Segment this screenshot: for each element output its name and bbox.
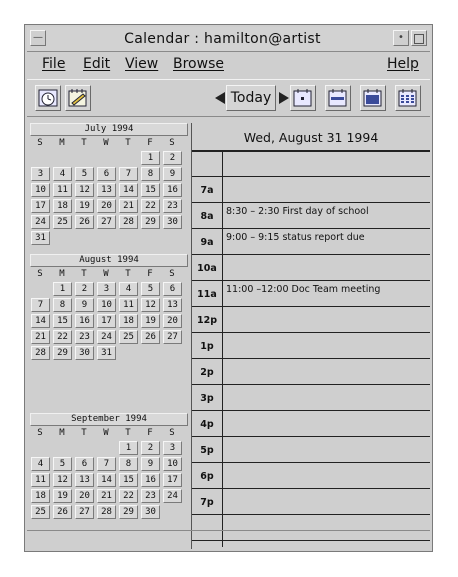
week-view-icon: [328, 88, 348, 108]
todo-button[interactable]: [65, 85, 91, 111]
mini-calendar-day[interactable]: 19: [75, 199, 94, 213]
clock-calendar-icon: [38, 88, 58, 108]
weekday-header: S: [37, 138, 43, 148]
weekday-header: S: [169, 428, 175, 438]
weekday-header: T: [81, 138, 87, 148]
mini-calendar-day[interactable]: 12: [75, 183, 94, 197]
mini-calendar-day[interactable]: 1: [119, 441, 138, 455]
hour-label: 11a: [197, 289, 217, 300]
mini-calendar-day[interactable]: 4: [53, 167, 72, 181]
day-view: [191, 123, 430, 549]
mini-calendar-day[interactable]: 26: [141, 330, 160, 344]
mini-calendar-day[interactable]: 29: [119, 505, 138, 519]
mini-calendar-day[interactable]: 19: [141, 314, 160, 328]
hour-label: 3p: [200, 393, 214, 404]
menu-browse[interactable]: Browse: [173, 56, 224, 72]
window-title: Calendar : hamilton@artist: [124, 31, 321, 47]
mini-calendar-day[interactable]: 10: [97, 298, 116, 312]
mini-calendar-day[interactable]: 10: [31, 183, 50, 197]
weekday-header: F: [147, 428, 153, 438]
month-view-icon: [363, 88, 383, 108]
mini-calendar-day[interactable]: 4: [119, 282, 138, 296]
mini-calendar-day[interactable]: 30: [163, 215, 182, 229]
today-button[interactable]: Today: [226, 85, 276, 111]
mini-calendar-day[interactable]: 24: [97, 330, 116, 344]
hour-slot-divider: [192, 280, 430, 281]
mini-calendar-day[interactable]: 28: [31, 346, 50, 360]
mini-calendar-title[interactable]: July 1994: [30, 123, 188, 136]
hour-slot-divider: [192, 176, 430, 177]
minimize-button[interactable]: [393, 30, 409, 46]
mini-calendar-day[interactable]: 9: [163, 167, 182, 181]
header-divider: [192, 150, 430, 152]
mini-calendar-day[interactable]: 21: [97, 489, 116, 503]
hour-label: 7p: [200, 497, 214, 508]
menu-view[interactable]: View: [125, 56, 159, 72]
mini-calendar-day[interactable]: 1: [53, 282, 72, 296]
menu-edit[interactable]: Edit: [83, 56, 111, 72]
mini-calendar-day[interactable]: 16: [75, 314, 94, 328]
mini-calendar-day[interactable]: 28: [97, 505, 116, 519]
mini-calendar-day[interactable]: 23: [75, 330, 94, 344]
mini-calendar-day[interactable]: 14: [97, 473, 116, 487]
mini-calendar-day[interactable]: 28: [119, 215, 138, 229]
month-view-button[interactable]: [360, 85, 386, 111]
mini-calendar-day[interactable]: 4: [31, 457, 50, 471]
mini-calendar-day[interactable]: 1: [141, 151, 160, 165]
mini-calendar-day[interactable]: 31: [97, 346, 116, 360]
mini-calendar-day[interactable]: 24: [163, 489, 182, 503]
mini-calendar-day[interactable]: 2: [141, 441, 160, 455]
weekday-header: T: [125, 428, 131, 438]
mini-calendar-day[interactable]: 20: [75, 489, 94, 503]
hour-slot-divider: [192, 462, 430, 463]
day-view-date-header: Wed, August 31 1994: [243, 130, 379, 145]
mini-calendar-day[interactable]: 11: [31, 473, 50, 487]
mini-calendar-day[interactable]: 18: [31, 489, 50, 503]
mini-calendar-day[interactable]: 13: [75, 473, 94, 487]
weekday-header: T: [125, 269, 131, 279]
mini-calendar-day[interactable]: 16: [163, 183, 182, 197]
weekday-header: M: [59, 269, 65, 279]
mini-calendar-day[interactable]: 14: [119, 183, 138, 197]
mini-calendar-day[interactable]: 30: [141, 505, 160, 519]
mini-calendar-day[interactable]: 26: [75, 215, 94, 229]
mini-calendar-day[interactable]: 21: [119, 199, 138, 213]
mini-calendar-title[interactable]: August 1994: [30, 254, 188, 267]
mini-calendar-day[interactable]: 25: [53, 215, 72, 229]
mini-calendar-day[interactable]: 22: [141, 199, 160, 213]
mini-calendar-day[interactable]: 21: [31, 330, 50, 344]
mini-calendar-day[interactable]: 6: [97, 167, 116, 181]
mini-calendar-day[interactable]: 7: [119, 167, 138, 181]
mini-calendar-day[interactable]: 25: [119, 330, 138, 344]
mini-calendar-title[interactable]: September 1994: [30, 413, 188, 426]
mini-calendar-day[interactable]: 5: [75, 167, 94, 181]
hour-slot-divider: [192, 436, 430, 437]
year-view-button[interactable]: [395, 85, 421, 111]
mini-calendar-day[interactable]: 31: [31, 231, 50, 245]
mini-calendar-day[interactable]: 3: [31, 167, 50, 181]
hour-slot-divider: [192, 202, 430, 203]
mini-calendar-day[interactable]: 23: [163, 199, 182, 213]
mini-calendar-day[interactable]: 12: [141, 298, 160, 312]
mini-calendar-day[interactable]: 2: [163, 151, 182, 165]
weekday-header: S: [169, 269, 175, 279]
hour-slot-divider: [192, 358, 430, 359]
title-bar[interactable]: [27, 27, 430, 52]
mini-calendar-day[interactable]: 8: [53, 298, 72, 312]
mini-calendar-day[interactable]: 27: [75, 505, 94, 519]
mini-calendar-day[interactable]: 5: [53, 457, 72, 471]
mini-calendar-day[interactable]: 18: [119, 314, 138, 328]
weekday-header: F: [147, 269, 153, 279]
mini-calendar-day[interactable]: 3: [163, 441, 182, 455]
mini-calendar-day[interactable]: 17: [163, 473, 182, 487]
menu-bar: [27, 52, 430, 78]
window-menu-button[interactable]: [30, 30, 46, 46]
hour-slot-divider: [192, 254, 430, 255]
mini-calendar-day[interactable]: 7: [97, 457, 116, 471]
mini-calendar-day[interactable]: 11: [119, 298, 138, 312]
mini-calendar-day[interactable]: 9: [141, 457, 160, 471]
hour-label: 10a: [197, 263, 217, 274]
mini-calendar-day[interactable]: 15: [141, 183, 160, 197]
mini-calendar-day[interactable]: 20: [163, 314, 182, 328]
hour-label: 7a: [200, 185, 214, 196]
weekday-header: T: [125, 138, 131, 148]
appointment-entry[interactable]: 8:30 – 2:30 First day of school: [226, 206, 369, 217]
hour-slot-divider: [192, 488, 430, 489]
mini-calendar-day[interactable]: 2: [75, 282, 94, 296]
mini-calendar-day[interactable]: 6: [163, 282, 182, 296]
mini-calendar-day[interactable]: 15: [119, 473, 138, 487]
mini-calendar-day[interactable]: 17: [31, 199, 50, 213]
weekday-header: M: [59, 138, 65, 148]
day-view-icon: [293, 88, 313, 108]
mini-calendar-day[interactable]: 9: [75, 298, 94, 312]
appointment-entry[interactable]: 9:00 – 9:15 status report due: [226, 232, 365, 243]
mini-calendar-day[interactable]: 23: [141, 489, 160, 503]
weekday-header: W: [103, 428, 109, 438]
hour-label: 2p: [200, 367, 214, 378]
edit-appointment-icon: [68, 88, 88, 108]
mini-calendar-day[interactable]: 19: [53, 489, 72, 503]
menu-file[interactable]: File: [42, 56, 66, 72]
weekday-header: M: [59, 428, 65, 438]
mini-calendar-day[interactable]: 22: [53, 330, 72, 344]
mini-calendar-day[interactable]: 16: [141, 473, 160, 487]
week-view-button[interactable]: [325, 85, 351, 111]
hour-label: 9a: [200, 237, 214, 248]
mini-calendar-day[interactable]: 8: [119, 457, 138, 471]
weekday-header: W: [103, 269, 109, 279]
mini-calendar-day[interactable]: 27: [163, 330, 182, 344]
mini-calendar-day[interactable]: 8: [141, 167, 160, 181]
mini-calendar-day[interactable]: 6: [75, 457, 94, 471]
footer-bar: [27, 530, 430, 549]
mini-calendar-day[interactable]: 10: [163, 457, 182, 471]
mini-calendar-day[interactable]: 11: [53, 183, 72, 197]
mini-calendar-day[interactable]: 13: [97, 183, 116, 197]
hour-label: 1p: [200, 341, 214, 352]
window-menu-icon: —: [33, 32, 43, 43]
mini-calendar-day[interactable]: 20: [97, 199, 116, 213]
mini-calendar-day[interactable]: 22: [119, 489, 138, 503]
weekday-header: S: [169, 138, 175, 148]
appointment-button[interactable]: [35, 85, 61, 111]
mini-calendar-day[interactable]: 13: [163, 298, 182, 312]
hour-label: 4p: [200, 419, 214, 430]
weekday-header: T: [81, 269, 87, 279]
previous-day-button[interactable]: [215, 92, 225, 104]
weekday-header: F: [147, 138, 153, 148]
mini-calendar-day[interactable]: 18: [53, 199, 72, 213]
hour-slot-divider: [192, 384, 430, 385]
appointment-entry[interactable]: 11:00 –12:00 Doc Team meeting: [226, 284, 381, 295]
mini-calendar-day[interactable]: 29: [141, 215, 160, 229]
hour-slot-divider: [192, 514, 430, 515]
hour-slot-divider: [192, 228, 430, 229]
mini-calendar-day[interactable]: 29: [53, 346, 72, 360]
mini-calendar-day[interactable]: 3: [97, 282, 116, 296]
toolbar: [27, 79, 430, 117]
hour-slot-divider: [192, 410, 430, 411]
mini-calendar-day[interactable]: 27: [97, 215, 116, 229]
mini-calendar-day[interactable]: 26: [53, 505, 72, 519]
hour-label: 5p: [200, 445, 214, 456]
mini-calendar-day[interactable]: 15: [53, 314, 72, 328]
mini-calendar-day[interactable]: 25: [31, 505, 50, 519]
day-view-button[interactable]: [290, 85, 316, 111]
mini-calendar-day[interactable]: 30: [75, 346, 94, 360]
mini-calendar-day[interactable]: 12: [53, 473, 72, 487]
weekday-header: S: [37, 269, 43, 279]
weekday-header: T: [81, 428, 87, 438]
mini-calendar-day[interactable]: 5: [141, 282, 160, 296]
hour-slot-divider: [192, 332, 430, 333]
minimize-icon: •: [398, 32, 404, 43]
maximize-button[interactable]: [411, 30, 427, 46]
hour-slot-divider: [192, 306, 430, 307]
year-view-icon: [398, 88, 418, 108]
mini-calendar-day[interactable]: 14: [31, 314, 50, 328]
calendar-window: [24, 24, 433, 552]
mini-calendar-day[interactable]: 24: [31, 215, 50, 229]
hour-label: 6p: [200, 471, 214, 482]
next-day-button[interactable]: [279, 92, 289, 104]
mini-calendar-day[interactable]: 17: [97, 314, 116, 328]
hour-label: 8a: [200, 211, 214, 222]
weekday-header: W: [103, 138, 109, 148]
maximize-icon: [414, 34, 424, 44]
mini-calendar-day[interactable]: 7: [31, 298, 50, 312]
weekday-header: S: [37, 428, 43, 438]
hour-label: 12p: [196, 315, 218, 326]
menu-help[interactable]: Help: [387, 56, 419, 72]
